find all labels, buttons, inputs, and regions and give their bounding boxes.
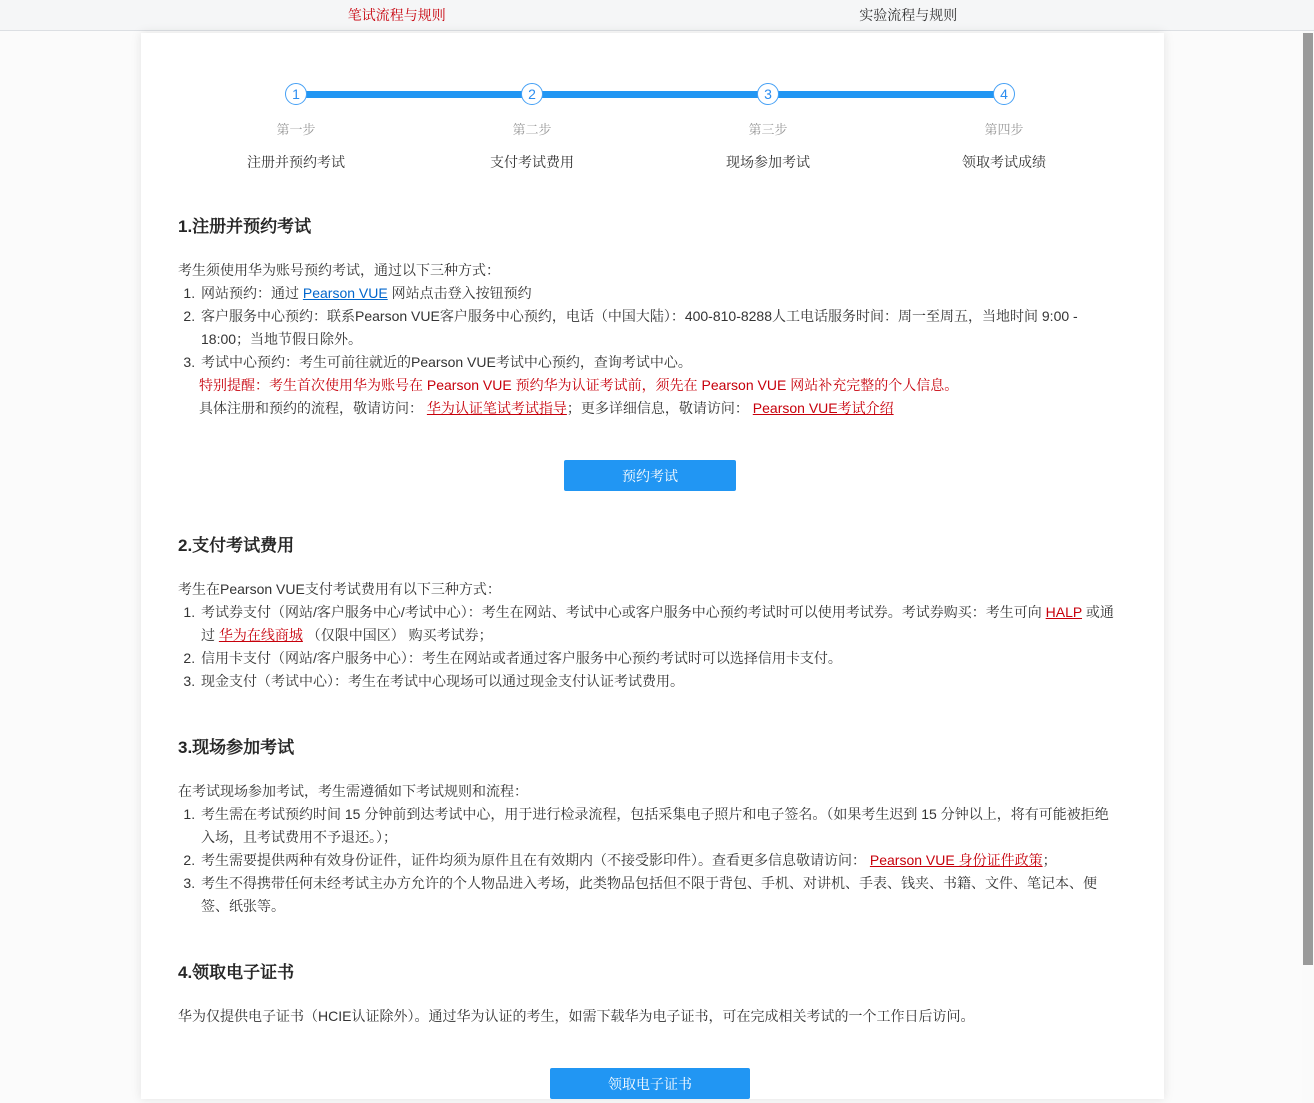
step-circle-2 [521, 83, 543, 105]
text-segment: ； [1042, 852, 1057, 868]
text-segment: 考生不得携带任何未经考试主办方允许的个人物品进入考场，此类物品包括但不限于背包、手机、对讲机、手表、钱夹、书籍、文件、笔记本、便签、纸张等。 [201, 875, 1097, 914]
step-number: 3 [764, 86, 772, 102]
text-segment: 考生需在考试预约时间 15 分钟前到达考试中心，用于进行检录流程，包括采集电子照片和电子签名。（如果考生迟到 15 分钟以上，将有可能被拒绝入场，且考试费用不予退还。）； [201, 806, 1109, 845]
pearson-vue-intro-link[interactable]: Pearson VUE考试介绍 [752, 400, 894, 416]
list-item [199, 351, 1122, 374]
step-item-3 [650, 83, 886, 172]
section-onsite-intro: 在考试现场参加考试，考生需遵循如下考试规则和流程： [178, 783, 528, 799]
onsite-rules-list [178, 803, 1122, 918]
pearson-vue-link[interactable]: Pearson VUE [302, 285, 388, 301]
text-segment: 网站预约：通过 [201, 285, 303, 301]
section-register [178, 216, 1122, 491]
book-exam-button[interactable]: 预约考试 [564, 460, 736, 491]
text-segment: ；更多详细信息，敬请访问： [566, 400, 753, 416]
section-onsite-heading: 3.现场参加考试 [178, 738, 295, 757]
step-title: 注册并预约考试 [247, 154, 345, 170]
list-item [199, 647, 1122, 670]
scrollbar-thumb[interactable] [1303, 33, 1313, 965]
step-circle-4 [993, 83, 1015, 105]
section-payment-intro: 考生在Pearson VUE支付考试费用有以下三种方式： [178, 581, 501, 597]
list-item [199, 282, 1122, 305]
scrollbar-track[interactable] [1302, 31, 1314, 1103]
section-register-heading: 1.注册并预约考试 [178, 217, 312, 236]
list-item [199, 849, 1122, 872]
tab-lab-exam-rules[interactable]: 实验流程与规则 [859, 7, 958, 23]
text-segment: 特别提醒：考生首次使用华为账号在 Pearson VUE 预约华为认证考试前，须先在 Pearson VUE 网站补充完整的个人信息。 [199, 377, 959, 393]
payment-methods-list [178, 601, 1122, 693]
section-certificate [178, 962, 1122, 1099]
section-certificate-intro: 华为仅提供电子证书（HCIE认证除外）。通过华为认证的考生，如需下载华为电子证书，可在完成相关考试的一个工作日后访问。 [178, 1008, 975, 1024]
text-segment: 具体注册和预约的流程，敬请访问： [199, 400, 427, 416]
step-number: 1 [292, 86, 300, 102]
text-segment: 网站点击登入按钮预约 [387, 285, 532, 301]
special-reminder [199, 374, 1122, 397]
step-circle-3 [757, 83, 779, 105]
list-item [199, 803, 1122, 849]
text-segment: 或通过 [201, 604, 1114, 643]
topbar-inner [141, 0, 1164, 30]
written-exam-guide-link[interactable]: 华为认证笔试考试指导 [426, 400, 567, 416]
register-methods-list [178, 282, 1122, 374]
topbar [0, 0, 1314, 31]
section-certificate-heading: 4.领取电子证书 [178, 963, 295, 982]
id-policy-link[interactable]: Pearson VUE 身份证件政策 [869, 852, 1043, 868]
step-label: 第一步 [276, 122, 316, 137]
text-segment: 考生需要提供两种有效身份证件，证件均须为原件且在有效期内（不接受影印件）。查看更多信息敬请访问： [201, 852, 870, 868]
step-label: 第三步 [748, 122, 788, 137]
step-number: 4 [1000, 86, 1008, 102]
register-guide-note [199, 397, 1122, 420]
text-segment: 考试中心预约：考生可前往就近的Pearson VUE考试中心预约，查询考试中心。 [201, 354, 692, 370]
step-label: 第二步 [512, 122, 552, 137]
section-payment-heading: 2.支付考试费用 [178, 536, 295, 555]
halp-link[interactable]: HALP [1045, 604, 1082, 620]
step-circle-1 [285, 83, 307, 105]
text-segment: 信用卡支付（网站/客户服务中心）：考生在网站或者通过客户服务中心预约考试时可以选择信用卡支付。 [201, 650, 842, 666]
text-segment: 考试券支付（网站/客户服务中心/考试中心）：考生在网站、考试中心或客户服务中心预约考试时可以使用考试券。考试券购买：考生可向 [201, 604, 1046, 620]
step-title: 现场参加考试 [726, 154, 810, 170]
step-number: 2 [528, 86, 536, 102]
step-item-2 [414, 83, 650, 172]
step-label: 第四步 [984, 122, 1024, 137]
section-onsite-exam [178, 737, 1122, 918]
section-register-intro: 考生须使用华为账号预约考试，通过以下三种方式： [178, 262, 500, 278]
step-item-4 [886, 83, 1122, 172]
step-title: 支付考试费用 [490, 154, 574, 170]
step-item-1 [178, 83, 414, 172]
tab-written-exam-rules[interactable]: 笔试流程与规则 [347, 7, 446, 23]
get-certificate-button[interactable]: 领取电子证书 [550, 1068, 750, 1099]
step-title: 领取考试成绩 [962, 154, 1046, 170]
list-item [199, 872, 1122, 918]
text-segment: （仅限中国区） 购买考试券； [302, 627, 493, 643]
section-payment [178, 535, 1122, 693]
text-segment: 现金支付（考试中心）：考生在考试中心现场可以通过现金支付认证考试费用。 [201, 673, 684, 689]
list-item [199, 601, 1122, 647]
list-item [199, 670, 1122, 693]
main-card [141, 33, 1164, 1099]
stepper-row [178, 83, 1122, 172]
huawei-online-store-link[interactable]: 华为在线商城 [218, 627, 303, 643]
progress-stepper [178, 83, 1122, 172]
text-segment: 客户服务中心预约：联系Pearson VUE客户服务中心预约，电话（中国大陆）：400-810-8288人工电话服务时间：周一至周五，当地时间 9:00 - 18:00；当地节假日除外。 [201, 308, 1078, 347]
list-item [199, 305, 1122, 351]
